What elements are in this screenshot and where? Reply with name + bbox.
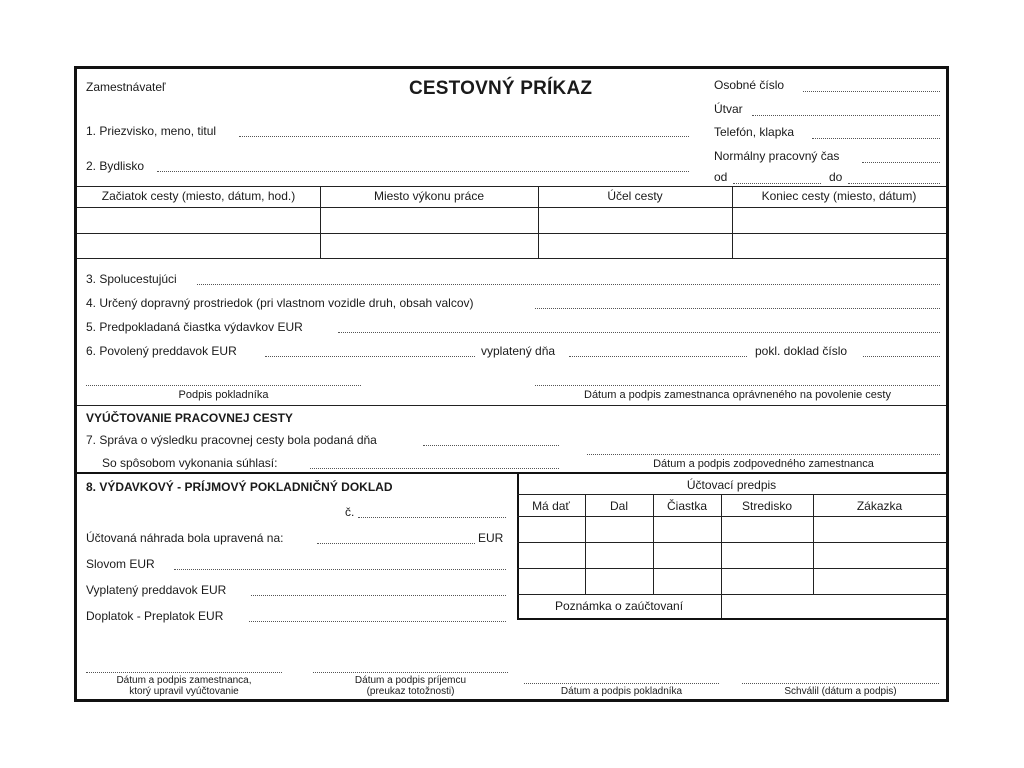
- personal-number-field[interactable]: [803, 91, 940, 92]
- cost-center-header: Stredisko: [741, 499, 793, 513]
- trip-start-header: Začiatok cesty (miesto, dátum, hod.): [101, 189, 296, 203]
- paid-on-label: vyplatený dňa: [481, 344, 556, 358]
- transport-label: 4. Určený dopravný prostriedok (pri vlastnom vozidle druh, obsah valcov): [86, 296, 474, 310]
- companions-field[interactable]: [197, 284, 940, 285]
- authorized-sign-label: Dátum a podpis zamestnanca oprávneného na povolenie cesty: [584, 389, 891, 401]
- advance-field[interactable]: [265, 356, 475, 357]
- employee-sign-label-1: Dátum a podpis zamestnanca,: [116, 675, 252, 686]
- page-title: CESTOVNÝ PRÍKAZ: [409, 78, 593, 99]
- cashier-sign-line[interactable]: [86, 385, 361, 386]
- from-label: od: [714, 170, 728, 184]
- divider: [77, 207, 946, 208]
- compensation-field[interactable]: [317, 543, 475, 544]
- approved-sign-label: Schválil (dátum a podpis): [784, 686, 897, 697]
- cash-doc-field[interactable]: [863, 356, 940, 357]
- recipient-sign-line[interactable]: [313, 672, 508, 673]
- in-words-field[interactable]: [174, 569, 506, 570]
- settlement-heading: VYÚČTOVANIE PRACOVNEJ CESTY: [86, 411, 293, 425]
- surcharge-label: Doplatok - Preplatok EUR: [86, 609, 224, 623]
- companions-label: 3. Spolucestujúci: [86, 272, 177, 286]
- work-place-header: Miesto výkonu práce: [373, 189, 485, 203]
- compensation-currency: EUR: [478, 531, 504, 545]
- responsible-sign-line[interactable]: [587, 454, 940, 455]
- employee-sign-label-2: ktorý upravil vyúčtovanie: [129, 686, 239, 697]
- section-divider: [77, 472, 946, 474]
- voucher-heading: 8. VÝDAVKOVÝ - PRÍJMOVÝ POKLADNIČNÝ DOKLAD: [86, 480, 393, 494]
- voucher-number-label: č.: [345, 505, 355, 519]
- divider: [77, 186, 946, 187]
- divider: [77, 233, 946, 234]
- work-time-label: Normálny pracovný čas: [714, 149, 840, 163]
- phone-label: Telefón, klapka: [714, 125, 795, 139]
- voucher-number-field[interactable]: [358, 517, 506, 518]
- recipient-sign-label-2: (preukaz totožnosti): [366, 686, 455, 697]
- trip-purpose-header: Účel cesty: [607, 189, 663, 203]
- name-field[interactable]: [239, 136, 689, 137]
- travel-order-form: [74, 66, 949, 702]
- divider: [517, 542, 946, 543]
- department-field[interactable]: [752, 115, 940, 116]
- divider: [517, 568, 946, 569]
- credit-header: Dal: [609, 499, 628, 513]
- approved-sign-line[interactable]: [742, 683, 939, 684]
- paid-advance-label: Vyplatený preddavok EUR: [86, 583, 227, 597]
- cashier-final-sign-line[interactable]: [524, 683, 719, 684]
- surcharge-field[interactable]: [249, 621, 506, 622]
- employee-sign-line[interactable]: [86, 672, 282, 673]
- amount-header: Čiastka: [666, 499, 707, 513]
- trip-end-header: Koniec cesty (miesto, dátum): [761, 189, 917, 203]
- expected-cost-field[interactable]: [338, 332, 940, 333]
- report-label: 7. Správa o výsledku pracovnej cesty bola podaná dňa: [86, 433, 377, 447]
- residence-field[interactable]: [157, 171, 689, 172]
- paid-on-field[interactable]: [569, 356, 747, 357]
- employer-label: Zamestnávateľ: [86, 80, 166, 94]
- cash-doc-label: pokl. doklad číslo: [755, 344, 848, 358]
- compensation-label: Účtovaná náhrada bola upravená na:: [86, 531, 284, 545]
- in-words-label: Slovom EUR: [86, 557, 155, 571]
- accounting-title: Účtovací predpis: [686, 478, 777, 492]
- agree-field[interactable]: [310, 468, 559, 469]
- agree-label: So spôsobom vykonania súhlasí:: [102, 456, 278, 470]
- department-label: Útvar: [714, 102, 743, 116]
- order-header: Zákazka: [856, 499, 903, 513]
- divider: [517, 516, 946, 517]
- phone-field[interactable]: [812, 138, 940, 139]
- divider: [517, 494, 946, 495]
- advance-label: 6. Povolený preddavok EUR: [86, 344, 237, 358]
- debit-header: Má dať: [532, 499, 570, 513]
- authorized-sign-line[interactable]: [535, 385, 940, 386]
- section-divider: [517, 618, 946, 620]
- residence-label: 2. Bydlisko: [86, 159, 145, 173]
- personal-number-label: Osobné číslo: [714, 78, 785, 92]
- divider: [77, 258, 946, 259]
- work-time-field[interactable]: [862, 162, 940, 163]
- accounting-note-label: Poznámka o zaúčtovaní: [554, 599, 684, 613]
- name-label: 1. Priezvisko, meno, titul: [86, 124, 217, 138]
- divider: [77, 405, 946, 406]
- cashier-sign-label: Podpis pokladníka: [178, 389, 269, 401]
- from-field[interactable]: [733, 183, 821, 184]
- to-label: do: [829, 170, 843, 184]
- to-field[interactable]: [848, 183, 940, 184]
- paid-advance-field[interactable]: [251, 595, 506, 596]
- expected-cost-label: 5. Predpokladaná čiastka výdavkov EUR: [86, 320, 303, 334]
- divider: [517, 594, 946, 595]
- cashier-final-sign-label: Dátum a podpis pokladníka: [560, 686, 683, 697]
- transport-field[interactable]: [535, 308, 940, 309]
- report-date-field[interactable]: [423, 445, 559, 446]
- responsible-sign-label: Dátum a podpis zodpovedného zamestnanca: [653, 458, 874, 470]
- recipient-sign-label-1: Dátum a podpis príjemcu: [354, 675, 467, 686]
